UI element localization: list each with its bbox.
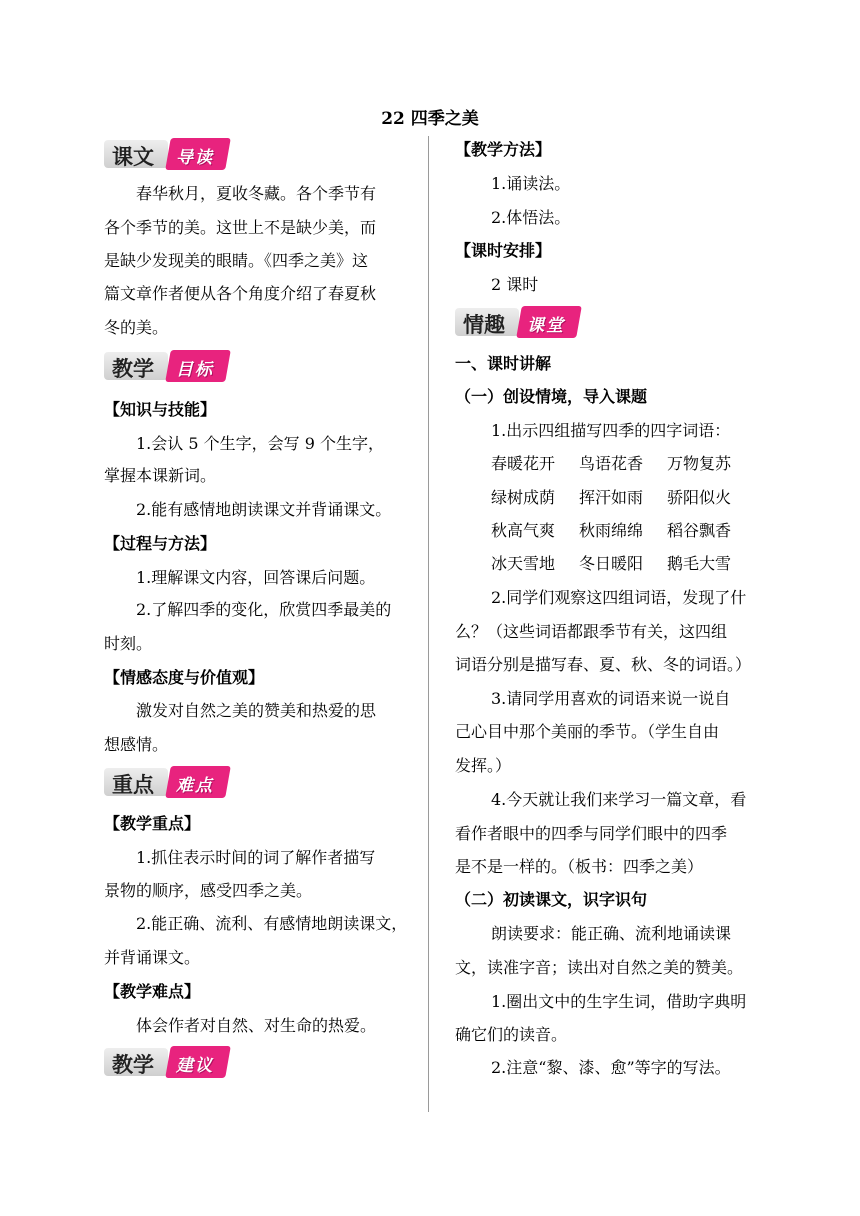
paragraph-line: 看作者眼中的四季与同学们眼中的四季 bbox=[455, 824, 728, 843]
word: 绿树成荫 bbox=[491, 488, 556, 507]
heading-nandian: 【教学难点】 bbox=[104, 982, 201, 1001]
paragraph-line: 激发对自然之美的赞美和热爱的思 bbox=[136, 701, 377, 720]
intro-line: 春华秋月，夏收冬藏。各个季节有 bbox=[136, 184, 377, 203]
paragraph-line: 2.同学们观察这四组词语，发现了什 bbox=[491, 588, 747, 607]
word: 秋雨绵绵 bbox=[579, 521, 644, 540]
heading-fangfa: 【教学方法】 bbox=[455, 140, 552, 159]
paragraph-line: 发挥。） bbox=[455, 756, 512, 775]
word: 骄阳似火 bbox=[667, 488, 732, 507]
paragraph-line: 3.请同学用喜欢的词语来说一说自 bbox=[491, 689, 731, 708]
paragraph-line: 2.能有感情地朗读课文并背诵课文。 bbox=[136, 500, 392, 519]
paragraph-line: 己心目中那个美丽的季节。（学生自由 bbox=[455, 722, 720, 741]
word: 冬日暖阳 bbox=[579, 554, 644, 573]
paragraph-line: 词语分别是描写春、夏、秋、冬的词语。） bbox=[455, 655, 752, 674]
paragraph-line: 1.理解课文内容，回答课后问题。 bbox=[136, 568, 376, 587]
paragraph-line: 2.体悟法。 bbox=[491, 208, 571, 227]
word: 鸟语花香 bbox=[579, 454, 644, 473]
paragraph-line: 1.诵读法。 bbox=[491, 174, 571, 193]
paragraph-line: 文，读准字音；读出对自然之美的赞美。 bbox=[455, 958, 744, 977]
subsection-heading: （一）创设情境，导入课题 bbox=[455, 387, 648, 406]
banner-label-ketang: 课堂 bbox=[527, 316, 565, 336]
word: 秋高气爽 bbox=[491, 521, 556, 540]
section-heading: 一、课时讲解 bbox=[455, 354, 552, 373]
word: 挥汗如雨 bbox=[579, 488, 644, 507]
intro-line: 冬的美。 bbox=[104, 318, 169, 337]
banner-label-jiaoxue: 教学 bbox=[112, 1053, 154, 1077]
paragraph-line: 体会作者对自然、对生命的热爱。 bbox=[136, 1016, 377, 1035]
intro-line: 篇文章作者便从各个角度介绍了春夏秋 bbox=[104, 284, 377, 303]
heading-qinggan: 【情感态度与价值观】 bbox=[104, 668, 265, 687]
intro-line: 各个季节的美。这世上不是缺少美，而 bbox=[104, 218, 377, 237]
heading-zhongdian: 【教学重点】 bbox=[104, 814, 201, 833]
word: 鹅毛大雪 bbox=[667, 554, 732, 573]
paragraph-line: 么？（这些词语都跟季节有关，这四组 bbox=[455, 622, 728, 641]
heading-zhishi: 【知识与技能】 bbox=[104, 400, 217, 419]
subsection-heading: （二）初读课文，识字识句 bbox=[455, 890, 648, 909]
banner-label-kewen: 课文 bbox=[112, 145, 154, 169]
paragraph-line: 1.圈出文中的生字生词，借助字典明 bbox=[491, 992, 747, 1011]
paragraph-line: 2.能正确、流利、有感情地朗读课文， bbox=[136, 914, 408, 933]
paragraph-line: 1.出示四组描写四季的四字词语： bbox=[491, 421, 731, 440]
banner-label-jianyi: 建议 bbox=[176, 1056, 214, 1076]
heading-anpai: 【课时安排】 bbox=[455, 241, 552, 260]
paragraph-line: 景物的顺序，感受四季之美。 bbox=[104, 881, 313, 900]
paragraph-line: 并背诵课文。 bbox=[104, 948, 201, 967]
paragraph-line: 时刻。 bbox=[104, 634, 153, 653]
paragraph-line: 确它们的读音。 bbox=[455, 1025, 568, 1044]
column-divider bbox=[428, 136, 429, 1112]
paragraph-line: 朗读要求：能正确、流利地诵读课 bbox=[491, 924, 732, 943]
paragraph-line: 4.今天就让我们来学习一篇文章，看 bbox=[491, 790, 747, 809]
banner-label-mubiao: 目标 bbox=[176, 360, 214, 380]
banner-label-qingqu: 情趣 bbox=[463, 313, 505, 337]
banner-label-daodu: 导读 bbox=[176, 148, 214, 168]
word: 春暖花开 bbox=[491, 454, 556, 473]
intro-line: 是缺少发现美的眼睛。《四季之美》这 bbox=[104, 251, 369, 270]
paragraph-line: 2.注意“黎、漆、愈”等字的写法。 bbox=[491, 1058, 731, 1077]
paragraph-line: 想感情。 bbox=[104, 735, 169, 754]
page-title: 22 四季之美 bbox=[381, 109, 479, 129]
paragraph-line: 2 课时 bbox=[491, 275, 539, 294]
banner-label-zhongdian: 重点 bbox=[112, 773, 154, 797]
paragraph-line: 1.抓住表示时间的词了解作者描写 bbox=[136, 848, 376, 867]
paragraph-line: 1.会认 5 个生字，会写 9 个生字， bbox=[136, 434, 384, 453]
paragraph-line: 掌握本课新词。 bbox=[104, 466, 217, 485]
word-row-autumn bbox=[491, 521, 755, 541]
word: 万物复苏 bbox=[667, 454, 732, 473]
word: 稻谷飘香 bbox=[667, 521, 732, 540]
paragraph-line: 2.了解四季的变化，欣赏四季最美的 bbox=[136, 600, 392, 619]
word-row-winter bbox=[491, 554, 755, 574]
word-row-summer bbox=[491, 488, 755, 508]
heading-guocheng: 【过程与方法】 bbox=[104, 534, 217, 553]
paragraph-line: 是不是一样的。（板书：四季之美） bbox=[455, 857, 704, 876]
banner-label-jiaoxue: 教学 bbox=[112, 357, 154, 381]
word: 冰天雪地 bbox=[491, 554, 556, 573]
word-row-spring bbox=[491, 454, 755, 474]
banner-label-nandian: 难点 bbox=[176, 776, 214, 796]
